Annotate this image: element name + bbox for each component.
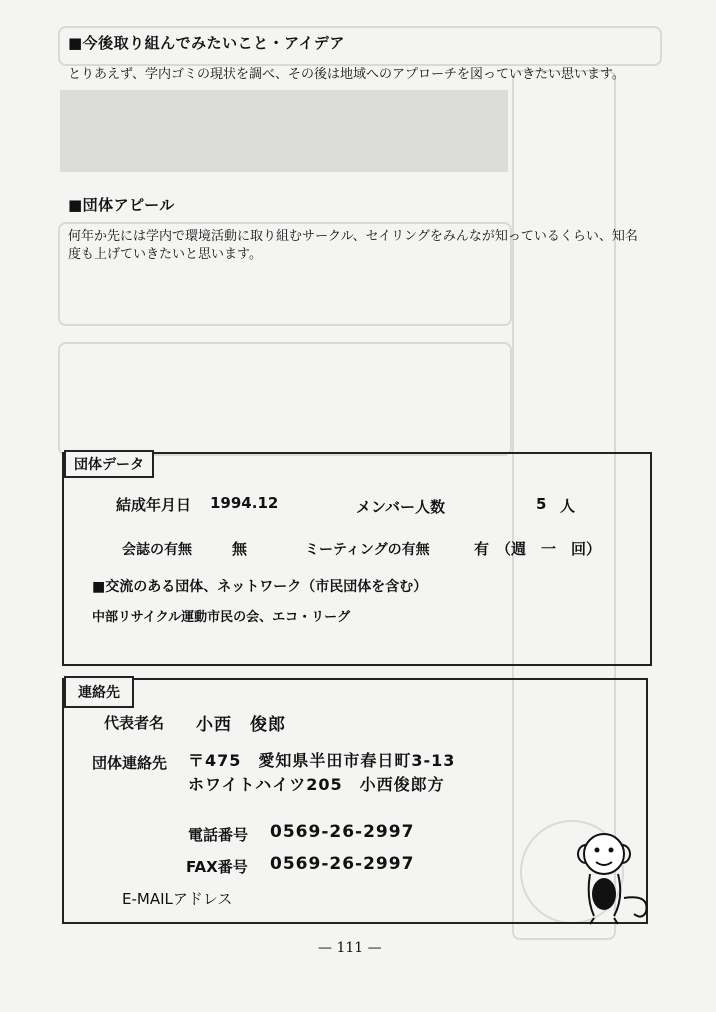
group-data-tab: 団体データ [64,450,154,478]
founded-value: 1994.12 [210,494,279,512]
members-label: メンバー人数 [356,498,445,516]
email-label: E-MAILアドレス [122,890,233,908]
meeting-label: ミーティングの有無 [305,542,430,558]
phone-value: 0569-26-2997 [270,822,415,842]
ghost-banner [60,90,508,172]
contact-tab: 連絡先 [64,676,134,708]
founded-label: 結成年月日 [116,496,192,514]
fax-label: FAX番号 [186,858,248,876]
appeal-title: ■団体アピール [68,196,175,214]
phone-label: 電話番号 [188,826,249,844]
meeting-value: 有 [474,540,490,558]
page-number: — 111 — [318,940,382,956]
appeal-text: 何年か先には学内で環境活動に取り組むサークル、セイリングをみんなが知っているくらい、知名度も上げていきたいと思います。 [68,229,638,262]
rep-value: 小西 俊郎 [196,715,286,735]
address-line1: 〒475 愛知県半田市春日町3-13 [188,751,456,770]
members-unit: 人 [560,497,576,515]
rep-label: 代表者名 [104,714,165,732]
fax-value: 0569-26-2997 [270,854,415,874]
meeting-frequency: （週 一 回） [496,540,602,558]
network-title: ■交流のある団体、ネットワーク（市民団体を含む） [92,579,428,595]
address-line2: ホワイトハイツ205 小西俊郎方 [188,775,445,794]
ghost-activity-box [58,342,512,456]
ideas-text: とりあえず、学内ゴミの現状を調べ、その後は地域へのアプローチを図っていきたい思います。 [68,67,625,82]
monkey-mascot-icon [572,828,662,928]
address-label: 団体連絡先 [92,754,168,772]
bulletin-label: 会誌の有無 [122,542,192,558]
group-data-box [62,452,652,666]
members-value: 5 [536,495,547,513]
ideas-title: ■今後取り組んでみたいこと・アイデア [68,34,345,52]
bulletin-value: 無 [232,540,248,558]
network-value: 中部リサイクル運動市民の会、エコ・リーグ [92,610,351,625]
